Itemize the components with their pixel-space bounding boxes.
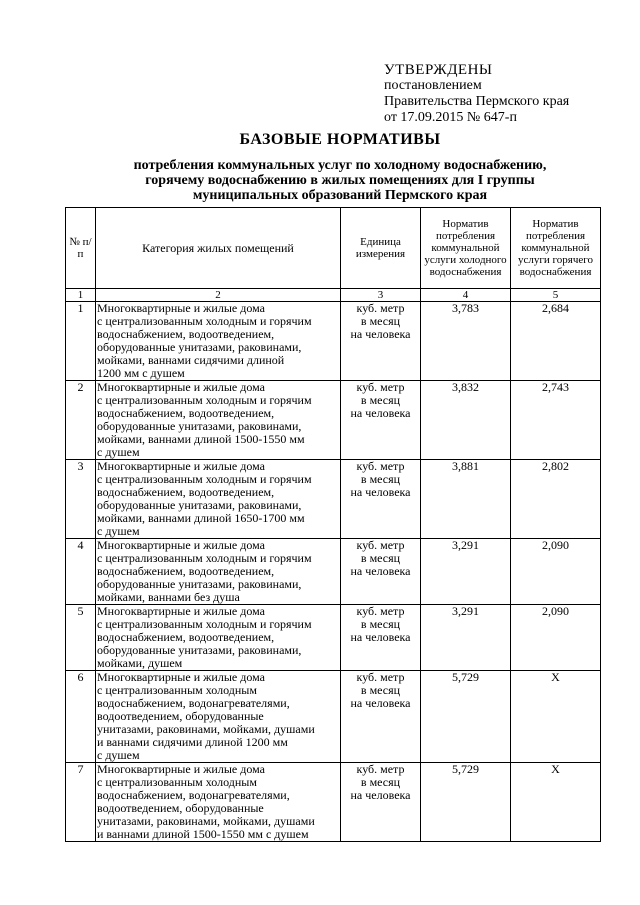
category-line: с централизованным холодным и горячим xyxy=(97,551,312,565)
row-hot-water-norm: 2,743 xyxy=(511,381,601,460)
table-row xyxy=(66,671,601,763)
row-unit xyxy=(341,381,421,460)
category-line: Многоквартирные и жилые дома xyxy=(97,380,265,394)
unit-line: куб. метр xyxy=(356,604,405,618)
category-line: мойками, ваннами без душа xyxy=(97,590,240,604)
row-category xyxy=(96,302,341,381)
category-line: мойками, ваннами длиной 1650-1700 мм xyxy=(97,511,305,525)
category-line: мойками, душем xyxy=(97,656,183,670)
table-row xyxy=(66,302,601,381)
category-line: с централизованным холодным и горячим xyxy=(97,314,312,328)
row-unit xyxy=(341,539,421,605)
row-hot-water-norm: 2,090 xyxy=(511,539,601,605)
document-heading xyxy=(60,131,620,203)
category-line: Многоквартирные и жилые дома xyxy=(97,762,265,776)
category-line: унитазами, раковинами, мойками, душами xyxy=(97,722,315,736)
unit-line: в месяц xyxy=(360,683,401,697)
norms-table xyxy=(65,207,601,842)
category-line: Многоквартирные и жилые дома xyxy=(97,670,265,684)
unit-line: в месяц xyxy=(360,314,401,328)
table-row xyxy=(66,539,601,605)
row-cold-water-norm: 5,729 xyxy=(421,671,511,763)
row-cold-water-norm: 3,783 xyxy=(421,302,511,381)
category-line: Многоквартирные и жилые дома xyxy=(97,459,265,473)
row-cold-water-norm: 5,729 xyxy=(421,763,511,842)
row-number: 7 xyxy=(66,763,96,842)
approval-line: Правительства Пермского края xyxy=(384,94,570,109)
row-number: 3 xyxy=(66,460,96,539)
category-line: оборудованные унитазами, раковинами, xyxy=(97,643,302,657)
row-cold-water-norm: 3,881 xyxy=(421,460,511,539)
category-line: с централизованным холодным и горячим xyxy=(97,393,312,407)
unit-line: куб. метр xyxy=(356,670,405,684)
row-category xyxy=(96,460,341,539)
category-line: водоснабжением, водоотведением, xyxy=(97,485,275,499)
table-row xyxy=(66,763,601,842)
unit-line: в месяц xyxy=(360,775,401,789)
unit-line: куб. метр xyxy=(356,762,405,776)
row-category xyxy=(96,539,341,605)
column-number: 4 xyxy=(421,289,511,302)
category-line: мойками, ваннами длиной 1500-1550 мм xyxy=(97,432,305,446)
unit-line: на человека xyxy=(350,696,411,710)
table-row xyxy=(66,381,601,460)
category-line: Многоквартирные и жилые дома xyxy=(97,301,265,315)
category-line: с централизованным холодным xyxy=(97,775,257,789)
column-number: 2 xyxy=(96,289,341,302)
category-line: водоснабжением, водоотведением, xyxy=(97,630,275,644)
unit-line: в месяц xyxy=(360,393,401,407)
unit-line: в месяц xyxy=(360,472,401,486)
approval-line: от 17.09.2015 № 647-п xyxy=(384,110,517,125)
row-category xyxy=(96,605,341,671)
column-number-row xyxy=(66,289,601,302)
category-line: водоотведением, оборудованные xyxy=(97,801,264,815)
row-unit xyxy=(341,302,421,381)
header-unit: Единица измерения xyxy=(341,208,421,289)
unit-line: куб. метр xyxy=(356,301,405,315)
category-line: оборудованные унитазами, раковинами, xyxy=(97,498,302,512)
category-line: водоснабжением, водоотведением, xyxy=(97,327,275,341)
category-line: с централизованным холодным и горячим xyxy=(97,472,312,486)
row-unit xyxy=(341,605,421,671)
document-subtitle-line: муниципальных образований Пермского края xyxy=(192,188,488,203)
header-cold-water: Норматив потребления коммунальной услуги холодного водоснабжения xyxy=(421,208,511,289)
row-number: 5 xyxy=(66,605,96,671)
category-line: с централизованным холодным и горячим xyxy=(97,617,312,631)
row-cold-water-norm: 3,832 xyxy=(421,381,511,460)
document-subtitle-line: потребления коммунальных услуг по холодному водоснабжению, xyxy=(133,158,547,173)
unit-line: на человека xyxy=(350,327,411,341)
row-number: 4 xyxy=(66,539,96,605)
approval-title: УТВЕРЖДЕНЫ xyxy=(384,62,493,78)
row-hot-water-norm: Х xyxy=(511,671,601,763)
table-row xyxy=(66,460,601,539)
category-line: и ваннами длиной 1500-1550 мм с душем xyxy=(97,827,309,841)
column-number: 3 xyxy=(341,289,421,302)
category-line: и ваннами сидячими длиной 1200 мм xyxy=(97,735,288,749)
approval-stamp xyxy=(384,62,569,126)
row-cold-water-norm: 3,291 xyxy=(421,605,511,671)
row-number: 2 xyxy=(66,381,96,460)
row-unit xyxy=(341,460,421,539)
category-line: водоснабжением, водоотведением, xyxy=(97,406,275,420)
category-line: водоснабжением, водоотведением, xyxy=(97,564,275,578)
category-line: с душем xyxy=(97,445,140,459)
header-num: № п/п xyxy=(66,208,96,289)
row-unit xyxy=(341,671,421,763)
row-hot-water-norm: Х xyxy=(511,763,601,842)
category-line: оборудованные унитазами, раковинами, xyxy=(97,577,302,591)
category-line: с централизованным холодным xyxy=(97,683,257,697)
unit-line: на человека xyxy=(350,406,411,420)
category-line: водоснабжением, водонагревателями, xyxy=(97,788,290,802)
unit-line: на человека xyxy=(350,788,411,802)
column-number: 5 xyxy=(511,289,601,302)
row-hot-water-norm: 2,684 xyxy=(511,302,601,381)
row-category xyxy=(96,671,341,763)
category-line: 1200 мм с душем xyxy=(97,366,185,380)
unit-line: на человека xyxy=(350,564,411,578)
row-hot-water-norm: 2,090 xyxy=(511,605,601,671)
row-category xyxy=(96,763,341,842)
approval-line: постановлением xyxy=(384,78,482,93)
unit-line: на человека xyxy=(350,630,411,644)
unit-line: куб. метр xyxy=(356,380,405,394)
category-line: мойками, ваннами сидячими длиной xyxy=(97,353,285,367)
category-line: водоотведением, оборудованные xyxy=(97,709,264,723)
row-category xyxy=(96,381,341,460)
category-line: оборудованные унитазами, раковинами, xyxy=(97,419,302,433)
document-subtitle-line: горячему водоснабжению в жилых помещениях для I группы xyxy=(145,173,535,188)
row-hot-water-norm: 2,802 xyxy=(511,460,601,539)
table-header-row xyxy=(66,208,601,289)
unit-line: куб. метр xyxy=(356,538,405,552)
row-number: 6 xyxy=(66,671,96,763)
document-title: БАЗОВЫЕ НОРМАТИВЫ xyxy=(239,131,441,148)
unit-line: на человека xyxy=(350,485,411,499)
category-line: водоснабжением, водонагревателями, xyxy=(97,696,290,710)
table-row xyxy=(66,605,601,671)
category-line: с душем xyxy=(97,748,140,762)
unit-line: куб. метр xyxy=(356,459,405,473)
header-category: Категория жилых помещений xyxy=(96,208,341,289)
category-line: Многоквартирные и жилые дома xyxy=(97,604,265,618)
row-cold-water-norm: 3,291 xyxy=(421,539,511,605)
category-line: Многоквартирные и жилые дома xyxy=(97,538,265,552)
row-unit xyxy=(341,763,421,842)
unit-line: в месяц xyxy=(360,551,401,565)
category-line: унитазами, раковинами, мойками, душами xyxy=(97,814,315,828)
category-line: оборудованные унитазами, раковинами, xyxy=(97,340,302,354)
category-line: с душем xyxy=(97,524,140,538)
unit-line: в месяц xyxy=(360,617,401,631)
column-number: 1 xyxy=(66,289,96,302)
header-hot-water: Норматив потребления коммунальной услуги горячего водоснабжения xyxy=(511,208,601,289)
row-number: 1 xyxy=(66,302,96,381)
